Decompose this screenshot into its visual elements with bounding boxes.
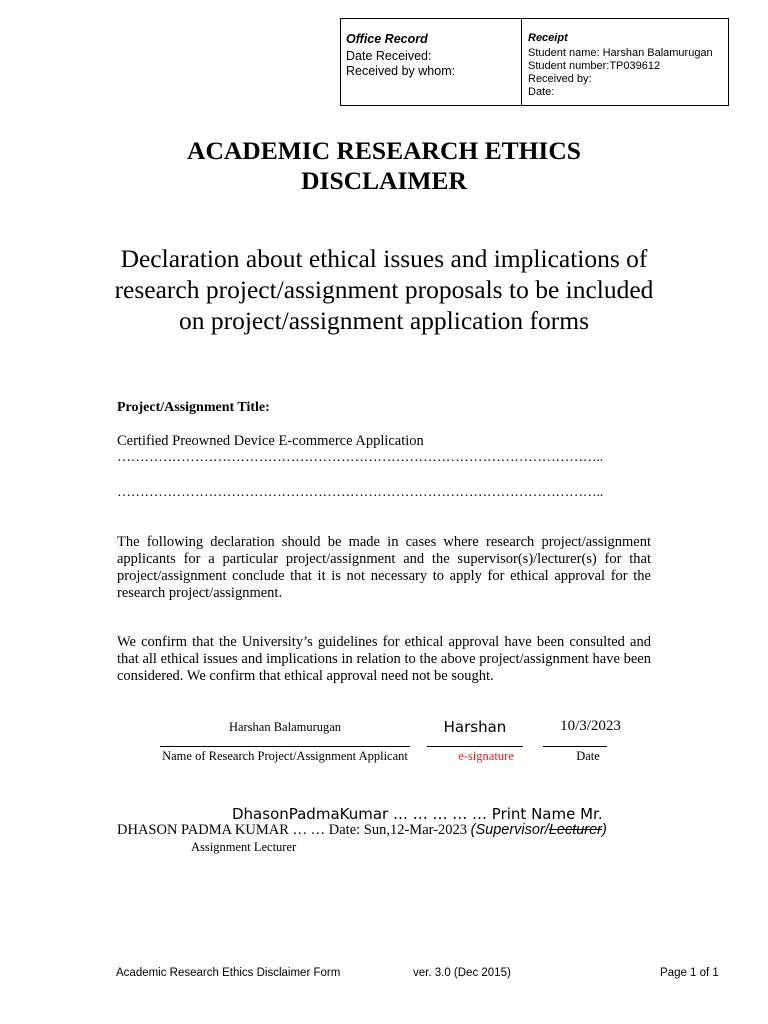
supervisor-role-struck: Lecturer: [548, 822, 603, 838]
supervisor-print-name-line: DhasonPadmaKumar … … … … … Print Name Mr.: [232, 805, 603, 823]
received-by-whom-label: Received by whom:: [346, 64, 456, 78]
date-caption: Date: [576, 749, 600, 763]
project-title-dots-line-1: ……………………………………………………………………………………………..: [117, 450, 603, 465]
receipt-date: Date:: [528, 86, 555, 98]
esignature-value: Harshan: [443, 718, 507, 736]
esignature-caption: e-signature: [458, 749, 514, 763]
document-title-line-2: DISCLAIMER: [301, 166, 467, 195]
document-title: [0, 136, 768, 196]
declaration-paragraph: The following declaration should be made in cases where research project/assignment applicants for a particular project/assignment and the supervisor(s)/lecturer(s) for that project/assignment conclude that it is not necessary to apply for ethical approval for the research project/assignment.: [117, 534, 651, 601]
supervisor-date-line: [117, 822, 607, 839]
signature-date-value: 10/3/2023: [560, 718, 621, 734]
supervisor-role-prefix: (Supervisor/: [470, 822, 549, 838]
receipt-cell: [522, 19, 728, 105]
confirmation-paragraph: We confirm that the University’s guidelines for ethical approval have been consulted and that all ethical issues and implications in relation to the above project/assignment have been considered. We confirm that ethical approval need not be sought.: [117, 634, 651, 684]
footer-page-number: Page 1 of 1: [660, 967, 719, 979]
footer-version: ver. 3.0 (Dec 2015): [413, 967, 511, 979]
document-subtitle: Declaration about ethical issues and implications of research project/assignment proposals to be included on project/assignment application forms: [114, 244, 654, 335]
applicant-name-value: Harshan Balamurugan: [228, 720, 342, 734]
receipt-heading: Receipt: [528, 32, 568, 44]
office-record-heading: Office Record: [346, 32, 428, 46]
applicant-name-line: [160, 746, 410, 747]
esignature-line: [427, 746, 523, 747]
assignment-lecturer-caption: Assignment Lecturer: [191, 840, 297, 854]
supervisor-role-suffix: ): [602, 822, 607, 838]
project-title-label: Project/Assignment Title:: [117, 400, 270, 415]
date-line: [543, 746, 607, 747]
footer-form-name: Academic Research Ethics Disclaimer Form: [116, 967, 341, 979]
supervisor-name-and-date: DHASON PADMA KUMAR … … Date: Sun,12-Mar-2023: [117, 822, 471, 838]
project-title-value: Certified Preowned Device E-commerce Application: [117, 433, 424, 449]
document-title-line-1: ACADEMIC RESEARCH ETHICS: [187, 136, 581, 165]
applicant-name-caption: Name of Research Project/Assignment Applicant: [162, 749, 408, 763]
office-record-cell: [341, 19, 522, 105]
project-title-dots-line-2: ……………………………………………………………………………………………..: [117, 485, 603, 500]
receipt-student-name: Student name: Harshan Balamurugan: [528, 47, 713, 59]
date-received-label: Date Received:: [346, 49, 432, 63]
receipt-student-number: Student number:TP039612: [528, 60, 661, 72]
supervisor-role: [471, 822, 607, 838]
receipt-received-by: Received by:: [528, 73, 592, 85]
office-record-table: [340, 18, 729, 106]
